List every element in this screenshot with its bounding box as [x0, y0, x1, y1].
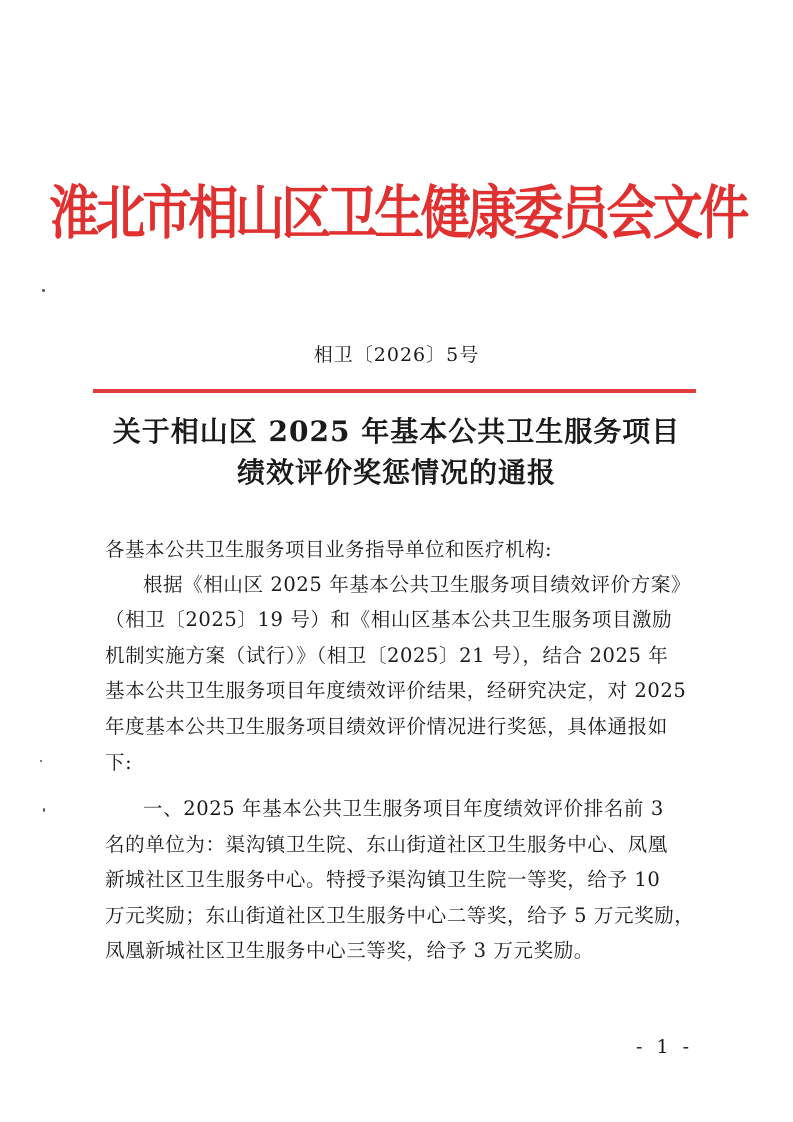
scan-speck [40, 760, 42, 762]
paragraph2-line-4: 万元奖励；东山街道社区卫生服务中心二等奖，给予 5 万元奖励， [105, 904, 695, 927]
salutation: 各基本公共卫生服务项目业务指导单位和医疗机构: [105, 538, 553, 561]
paragraph1-line-1: 根据《相山区 2025 年基本公共卫生服务项目绩效评价方案》 [143, 573, 692, 596]
paragraph1-line-3: 机制实施方案（试行）》（相卫〔2025〕21 号），结合 2025 年 [105, 644, 669, 667]
paragraph2-line-5: 凤凰新城社区卫生服务中心三等奖，给予 3 万元奖励。 [105, 939, 594, 962]
paragraph1-line-2: （相卫〔2025〕19 号）和《相山区基本公共卫生服务项目激励 [105, 608, 673, 631]
document-number: 相卫〔2026〕5号 [313, 344, 480, 366]
paragraph1-line-6: 下: [105, 751, 133, 774]
paragraph2-line-1: 一、2025 年基本公共卫生服务项目年度绩效评价排名前 3 [143, 797, 664, 820]
page-number: - 1 - [635, 1036, 693, 1058]
document-title-line-1: 关于相山区 2025 年基本公共卫生服务项目 [112, 415, 681, 448]
scan-speck [42, 289, 45, 292]
paragraph2-line-3: 新城社区卫生服务中心。特授予渠沟镇卫生院一等奖，给予 10 [105, 868, 661, 891]
paragraph2-line-2: 名的单位为：渠沟镇卫生院、东山街道社区卫生服务中心、凤凰 [105, 833, 668, 856]
document-masthead: 淮北市相山区卫生健康委员会文件 [49, 179, 746, 247]
red-divider-line [93, 389, 696, 393]
scan-speck [43, 808, 45, 812]
document-title-line-2: 绩效评价奖惩情况的通报 [236, 456, 556, 489]
paragraph1-line-5: 年度基本公共卫生服务项目绩效评价情况进行奖惩，具体通报如 [105, 715, 668, 738]
paragraph1-line-4: 基本公共卫生服务项目年度绩效评价结果，经研究决定，对 2025 [105, 679, 687, 702]
